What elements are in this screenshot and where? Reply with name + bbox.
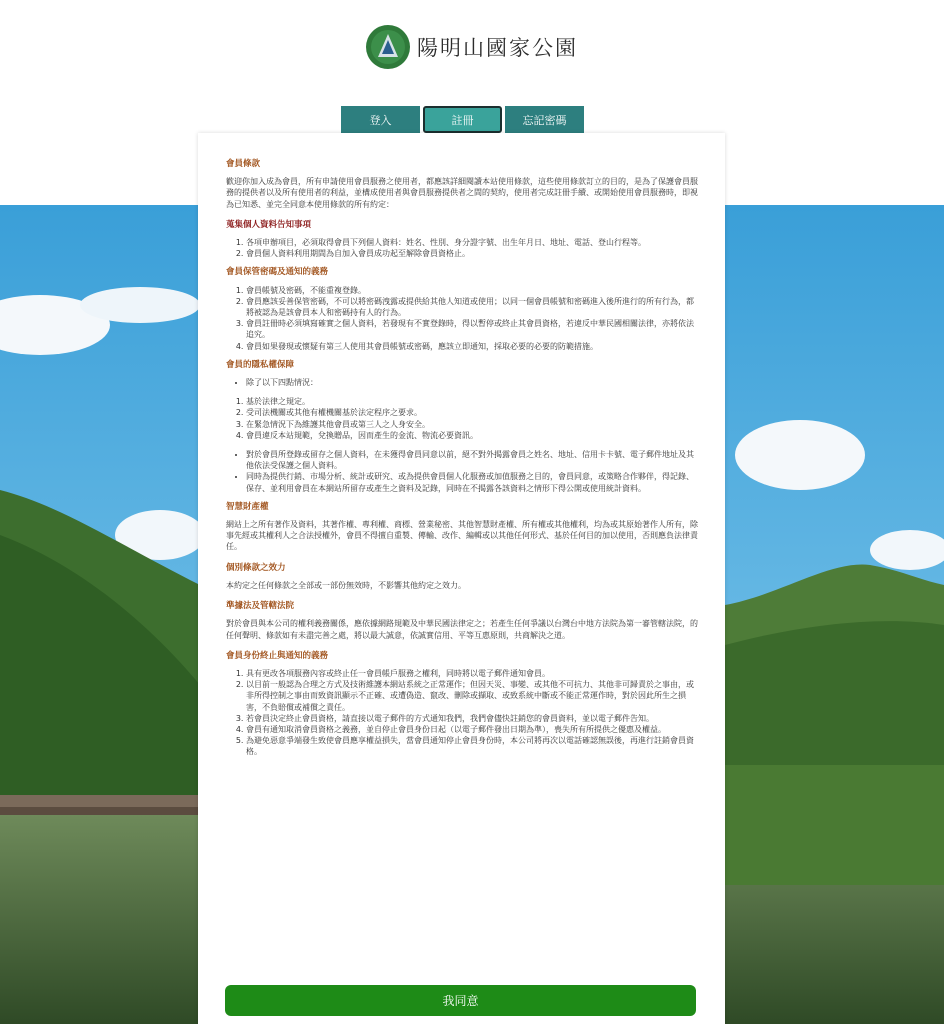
list-item: 1. 會員帳號及密碼，不能重複登錄。 [246,285,701,296]
terms-intro: 歡迎你加入成為會員，所有申請使用會員服務之使用者，都應該詳細閱讀本站使用條款，這些使用條款訂立的目的，是為了保護會員服務的提供者以及所有使用者的利益，並構成使用者與會員服務提供者之間的契約，使用者完成註冊手續、或開始使用會員服務時，即視為已知悉、並完全同意本使用條款的所有約定： [226,177,698,209]
personal-data-list [226,237,701,259]
privacy-lead-list [226,377,701,388]
tab-forgot-password[interactable]: 忘記密碼 [505,106,584,133]
privacy-bullets [226,449,701,494]
section-title-personal-data: 蒐集個人資料告知事項 [226,219,312,230]
law-text: 對於會員與本公司的權利義務關係，應依據網路規範及中華民國法律定之；若產生任何爭議以台灣台中地方法院為第一審管轄法院，的任何聲明、條款如有未盡完善之處，將以最大誠意，依誠實信用、平等互惠原則，共商解決之道。 [226,619,698,640]
list-item: 4. 會員如果發現或懷疑有第三人使用其會員帳號或密碼，應該立即通知，採取必要的必要的防範措施。 [246,341,701,352]
logo [365,24,578,70]
list-item: 1. 具有更改各項服務內容或終止任一會員帳戶服務之權利，同時將以電子郵件通知會員。 [246,668,701,679]
list-item: 2. 受司法機關或其他有權機關基於法定程序之要求。 [246,407,701,418]
severability-text: 本約定之任何條款之全部或一部份無效時，不影響其他約定之效力。 [226,580,466,590]
section-title-privacy: 會員的隱私權保障 [226,359,295,370]
list-item: 5. 為避免惡意爭端發生致使會員應享權益損失，當會員通知停止會員身份時，本公司將再次以電話確認無誤後，再進行註銷會員資格。 [246,735,701,757]
auth-tabs [341,106,584,133]
list-item: • 對於會員所登錄或留存之個人資料，在未獲得會員同意以前，絕不對外揭露會員之姓名、地址、信用卡卡號、電子郵件地址及其他依法受保護之個人資料。 [246,449,701,471]
section-title-ip: 智慧財產權 [226,501,269,512]
list-item: • 同時為提供行銷、市場分析、統計或研究、或為提供會員個人化服務或加值服務之目的，會員同意，或策略合作夥伴，得記錄、保存、並利用會員在本網站所留存或產生之資料及記錄，同時在不揭露各該資料之情形下得公開或使用統計資料。 [246,471,701,493]
list-item: 1. 各項申辦項目，必須取得會員下列個人資料：姓名、性別、身分證字號、出生年月日、地址、電話、登山行程等。 [246,237,701,248]
list-item: 4. 會員有通知取消會員資格之義務，並自停止會員身份日起（以電子郵件發出日期為準），喪失所有所提供之優惠及權益。 [246,724,701,735]
ip-text: 網站上之所有著作及資料，其著作權、專利權、商標、營業秘密、其他智慧財產權、所有權或其他權利，均為或其原始著作人所有，除事先經或其權利人之合法授權外，會員不得擅自重製、傳輸、改作、編輯或以其他任何形式、基於任何目的加以使用，否則應負法律責任。 [226,520,698,552]
list-item: • 除了以下四點情況： [246,377,701,388]
list-item: 1. 基於法律之規定。 [246,396,701,407]
list-item: 3. 若會員決定終止會員資格，請直接以電子郵件的方式通知我們，我們會儘快註銷您的會員資料，並以電子郵件告知。 [246,713,701,724]
terms-panel [198,133,725,1024]
section-title-severability: 個別條款之效力 [226,562,286,573]
list-item: 2. 會員個人資料利用期間為自加入會員成功起至解除會員資格止。 [246,248,701,259]
terms-content [226,159,701,766]
tab-login[interactable]: 登入 [341,106,420,133]
list-item: 2. 以目前一般認為合理之方式及技術維護本網站系統之正常運作；但因天災、事變、或其他不可抗力、其他非可歸責於之事由，或非所得控制之事由而致資訊顯示不正確、或遭偽造、竄改、刪除或擷取、或致系統中斷或不能正常運作時，對於因此所生之損害，不負賠償或補償之責任。 [246,679,701,713]
agree-button[interactable]: 我同意 [225,985,696,1016]
termination-list [226,668,701,758]
terms-title: 會員條款 [226,159,261,169]
section-title-password: 會員保管密碼及通知的義務 [226,267,329,278]
section-title-termination: 會員身份終止與通知的義務 [226,650,329,661]
park-emblem-icon [365,24,411,70]
list-item: 4. 會員違反本站規範，兌換贈品，因而產生的金流、物流必要資訊。 [246,430,701,441]
list-item: 3. 會員註冊時必須填寫確實之個人資料，若發現有不實登錄時，得以暫停或終止其會員資格，若違反中華民國相關法律，亦將依法追究。 [246,318,701,340]
logo-text: 陽明山國家公園 [417,36,578,60]
list-item: 3. 在緊急情況下為維護其他會員或第三人之人身安全。 [246,419,701,430]
tab-register[interactable]: 註冊 [423,106,502,133]
privacy-list [226,396,701,441]
list-item: 2. 會員應該妥善保管密碼，不可以將密碼洩露或提供給其他人知道或使用；以同一個會員帳號和密碼進入後所進行的所有行為，都將被認為是該會員本人和密碼持有人的行為。 [246,296,701,318]
section-title-law: 準據法及管轄法院 [226,601,295,612]
password-list [226,285,701,352]
